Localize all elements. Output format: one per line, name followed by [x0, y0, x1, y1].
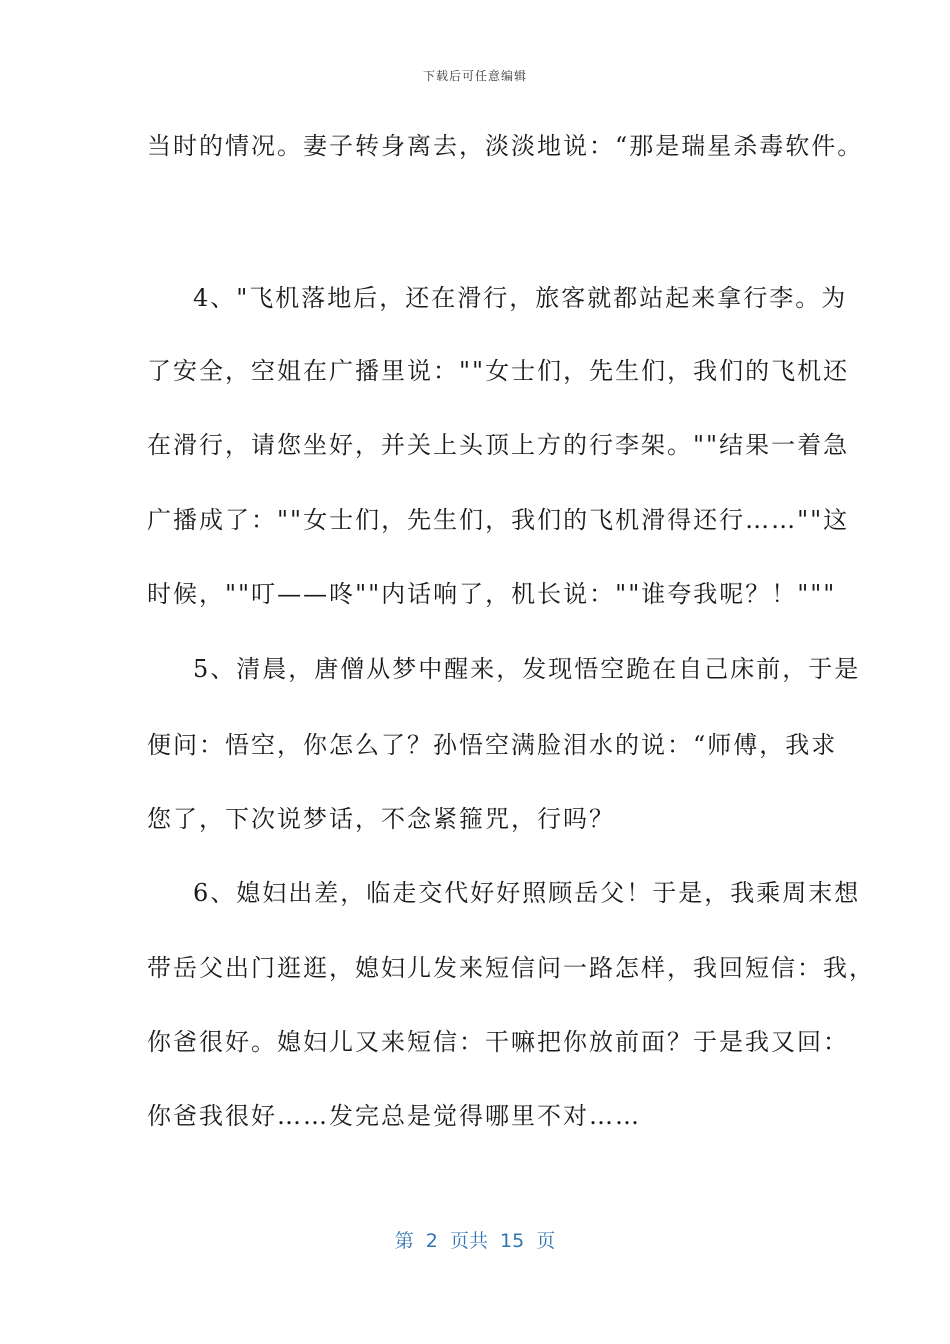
text-line: 你爸我很好……发完总是觉得哪里不对…… [147, 1102, 641, 1130]
text-line: 带岳父出门逛逛，媳妇儿发来短信问一路怎样，我回短信：我， [147, 954, 875, 982]
page-header-note: 下载后可任意编辑 [422, 69, 527, 83]
text-line: 4、"飞机落地后，还在滑行，旅客就都站起来拿行李。为 [193, 284, 848, 312]
text-line: 广播成了：""女士们，先生们，我们的飞机滑得还行……""这 [147, 506, 850, 534]
text-line: 时候，""叮——咚""内话响了，机长说：""谁夸我呢？！""" [147, 580, 837, 608]
text-line: 当时的情况。妻子转身离去，淡淡地说：“那是瑞星杀毒软件。 [147, 132, 864, 160]
text-line: 6、媳妇出差，临走交代好好照顾岳父！于是，我乘周末想 [193, 879, 861, 907]
text-line: 5、清晨，唐僧从梦中醒来，发现悟空跪在自己床前，于是 [193, 655, 861, 683]
text-line: 了安全，空姐在广播里说：""女士们，先生们，我们的飞机还 [147, 357, 850, 385]
text-line: 在滑行，请您坐好，并关上头顶上方的行李架。""结果一着急 [147, 431, 850, 459]
text-line: 你爸很好。媳妇儿又来短信：干嘛把你放前面？于是我又回： [147, 1028, 849, 1056]
text-line: 您了，下次说梦话，不念紧箍咒，行吗？ [147, 805, 615, 833]
page-number: 第 2 页共 15 页 [394, 1230, 556, 1252]
text-line: 便问：悟空，你怎么了？孙悟空满脸泪水的说：“师傅，我求 [147, 731, 838, 759]
